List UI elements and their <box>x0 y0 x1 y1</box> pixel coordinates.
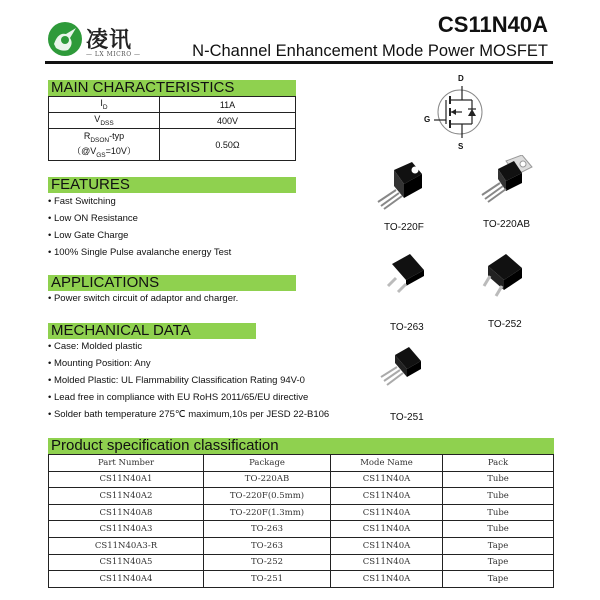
table-row <box>49 97 296 113</box>
table-row <box>49 471 554 488</box>
source-label: S <box>458 142 464 151</box>
logo-emblem-icon <box>48 22 82 56</box>
to251-package-icon <box>375 345 435 405</box>
list-item: • Low ON Resistance <box>48 213 138 224</box>
mosfet-symbol-icon <box>420 74 490 154</box>
cell-pack: Tube <box>443 471 554 488</box>
section-applications: APPLICATIONS <box>48 275 296 291</box>
product-specification-table <box>48 454 554 588</box>
list-item: • Low Gate Charge <box>48 230 129 241</box>
table-row <box>49 504 554 521</box>
table-row <box>49 554 554 571</box>
to263-package-icon <box>380 252 440 312</box>
cell-mode-name: CS11N40A <box>331 488 443 505</box>
cell-package: TO-251 <box>204 571 331 588</box>
to220f-label: TO-220F <box>384 222 424 233</box>
to252-label: TO-252 <box>488 319 522 330</box>
table-row <box>49 571 554 588</box>
document-subtitle: N-Channel Enhancement Mode Power MOSFET <box>192 42 548 60</box>
list-item: • Fast Switching <box>48 196 116 207</box>
cell-package: TO-263 <box>204 521 331 538</box>
section-mechanical-data: MECHANICAL DATA <box>48 323 256 339</box>
list-item: • Case: Molded plastic <box>48 341 143 352</box>
value-cell: 11A <box>160 97 296 113</box>
cell-package: TO-252 <box>204 554 331 571</box>
table-row <box>49 113 296 129</box>
cell-part-number: CS11N40A3 <box>49 521 204 538</box>
cell-pack: Tape <box>443 554 554 571</box>
logo-chinese-name: 凌讯 <box>86 27 133 53</box>
header-divider <box>45 61 553 64</box>
company-logo <box>48 20 148 62</box>
cell-part-number: CS11N40A3-R <box>49 537 204 554</box>
cell-mode-name: CS11N40A <box>331 504 443 521</box>
column-header: Pack <box>443 455 554 472</box>
to263-label: TO-263 <box>390 322 424 333</box>
part-title: CS11N40A <box>437 12 548 37</box>
section-product-specification: Product specification classification <box>48 438 554 454</box>
cell-pack: Tube <box>443 521 554 538</box>
to252-package-icon <box>478 252 538 312</box>
list-item: • Mounting Position: Any <box>48 358 151 369</box>
cell-part-number: CS11N40A4 <box>49 571 204 588</box>
list-item: • Lead free in compliance with EU RoHS 2011/65/EU directive <box>48 392 309 403</box>
gate-label: G <box>424 115 431 124</box>
cell-mode-name: CS11N40A <box>331 554 443 571</box>
cell-pack: Tube <box>443 488 554 505</box>
main-characteristics-table <box>48 96 296 161</box>
logo-english-name: — LX MICRO — <box>86 51 141 58</box>
cell-pack: Tube <box>443 504 554 521</box>
param-cell: $R_{DSON}$-typ $(@V_{GS}=10V)$ <box>49 129 160 161</box>
cell-package: TO-263 <box>204 537 331 554</box>
to220f-package-icon <box>372 160 432 220</box>
list-item: • Molded Plastic: UL Flammability Classification Rating 94V-0 <box>48 375 305 386</box>
section-main-characteristics: MAIN CHARACTERISTICS <box>48 80 296 96</box>
cell-part-number: CS11N40A8 <box>49 504 204 521</box>
cell-mode-name: CS11N40A <box>331 537 443 554</box>
mechanical-list <box>48 338 329 423</box>
cell-part-number: CS11N40A1 <box>49 471 204 488</box>
cell-mode-name: CS11N40A <box>331 571 443 588</box>
features-list <box>48 193 231 261</box>
cell-pack: Tape <box>443 537 554 554</box>
to220ab-label: TO-220AB <box>483 219 531 230</box>
cell-mode-name: CS11N40A <box>331 471 443 488</box>
param-cell: $I_D$ <box>49 97 160 113</box>
column-header: Part Number <box>49 455 204 472</box>
table-row <box>49 537 554 554</box>
cell-part-number: CS11N40A2 <box>49 488 204 505</box>
table-row <box>49 521 554 538</box>
cell-package: TO-220AB <box>204 471 331 488</box>
cell-part-number: CS11N40A5 <box>49 554 204 571</box>
list-item: • Solder bath temperature 275℃ maximum,10s per JESD 22-B106 <box>48 409 330 420</box>
table-row <box>49 488 554 505</box>
drain-label: D <box>458 74 464 83</box>
section-features: FEATURES <box>48 177 296 193</box>
list-item: • Power switch circuit of adaptor and charger. <box>48 293 239 304</box>
value-cell: 400V <box>160 113 296 129</box>
table-header-row <box>49 455 554 472</box>
column-header: Mode Name <box>331 455 443 472</box>
to220ab-package-icon <box>470 155 540 215</box>
cell-package: TO-220F(1.3mm) <box>204 504 331 521</box>
column-header: Package <box>204 455 331 472</box>
table-row <box>49 129 296 161</box>
applications-list <box>48 290 238 307</box>
cell-pack: Tape <box>443 571 554 588</box>
cell-package: TO-220F(0.5mm) <box>204 488 331 505</box>
to251-label: TO-251 <box>390 412 424 423</box>
list-item: • 100% Single Pulse avalanche energy Test <box>48 247 232 258</box>
value-cell: 0.50Ω <box>160 129 296 161</box>
param-cell: $V_{DSS}$ <box>49 113 160 129</box>
cell-mode-name: CS11N40A <box>331 521 443 538</box>
